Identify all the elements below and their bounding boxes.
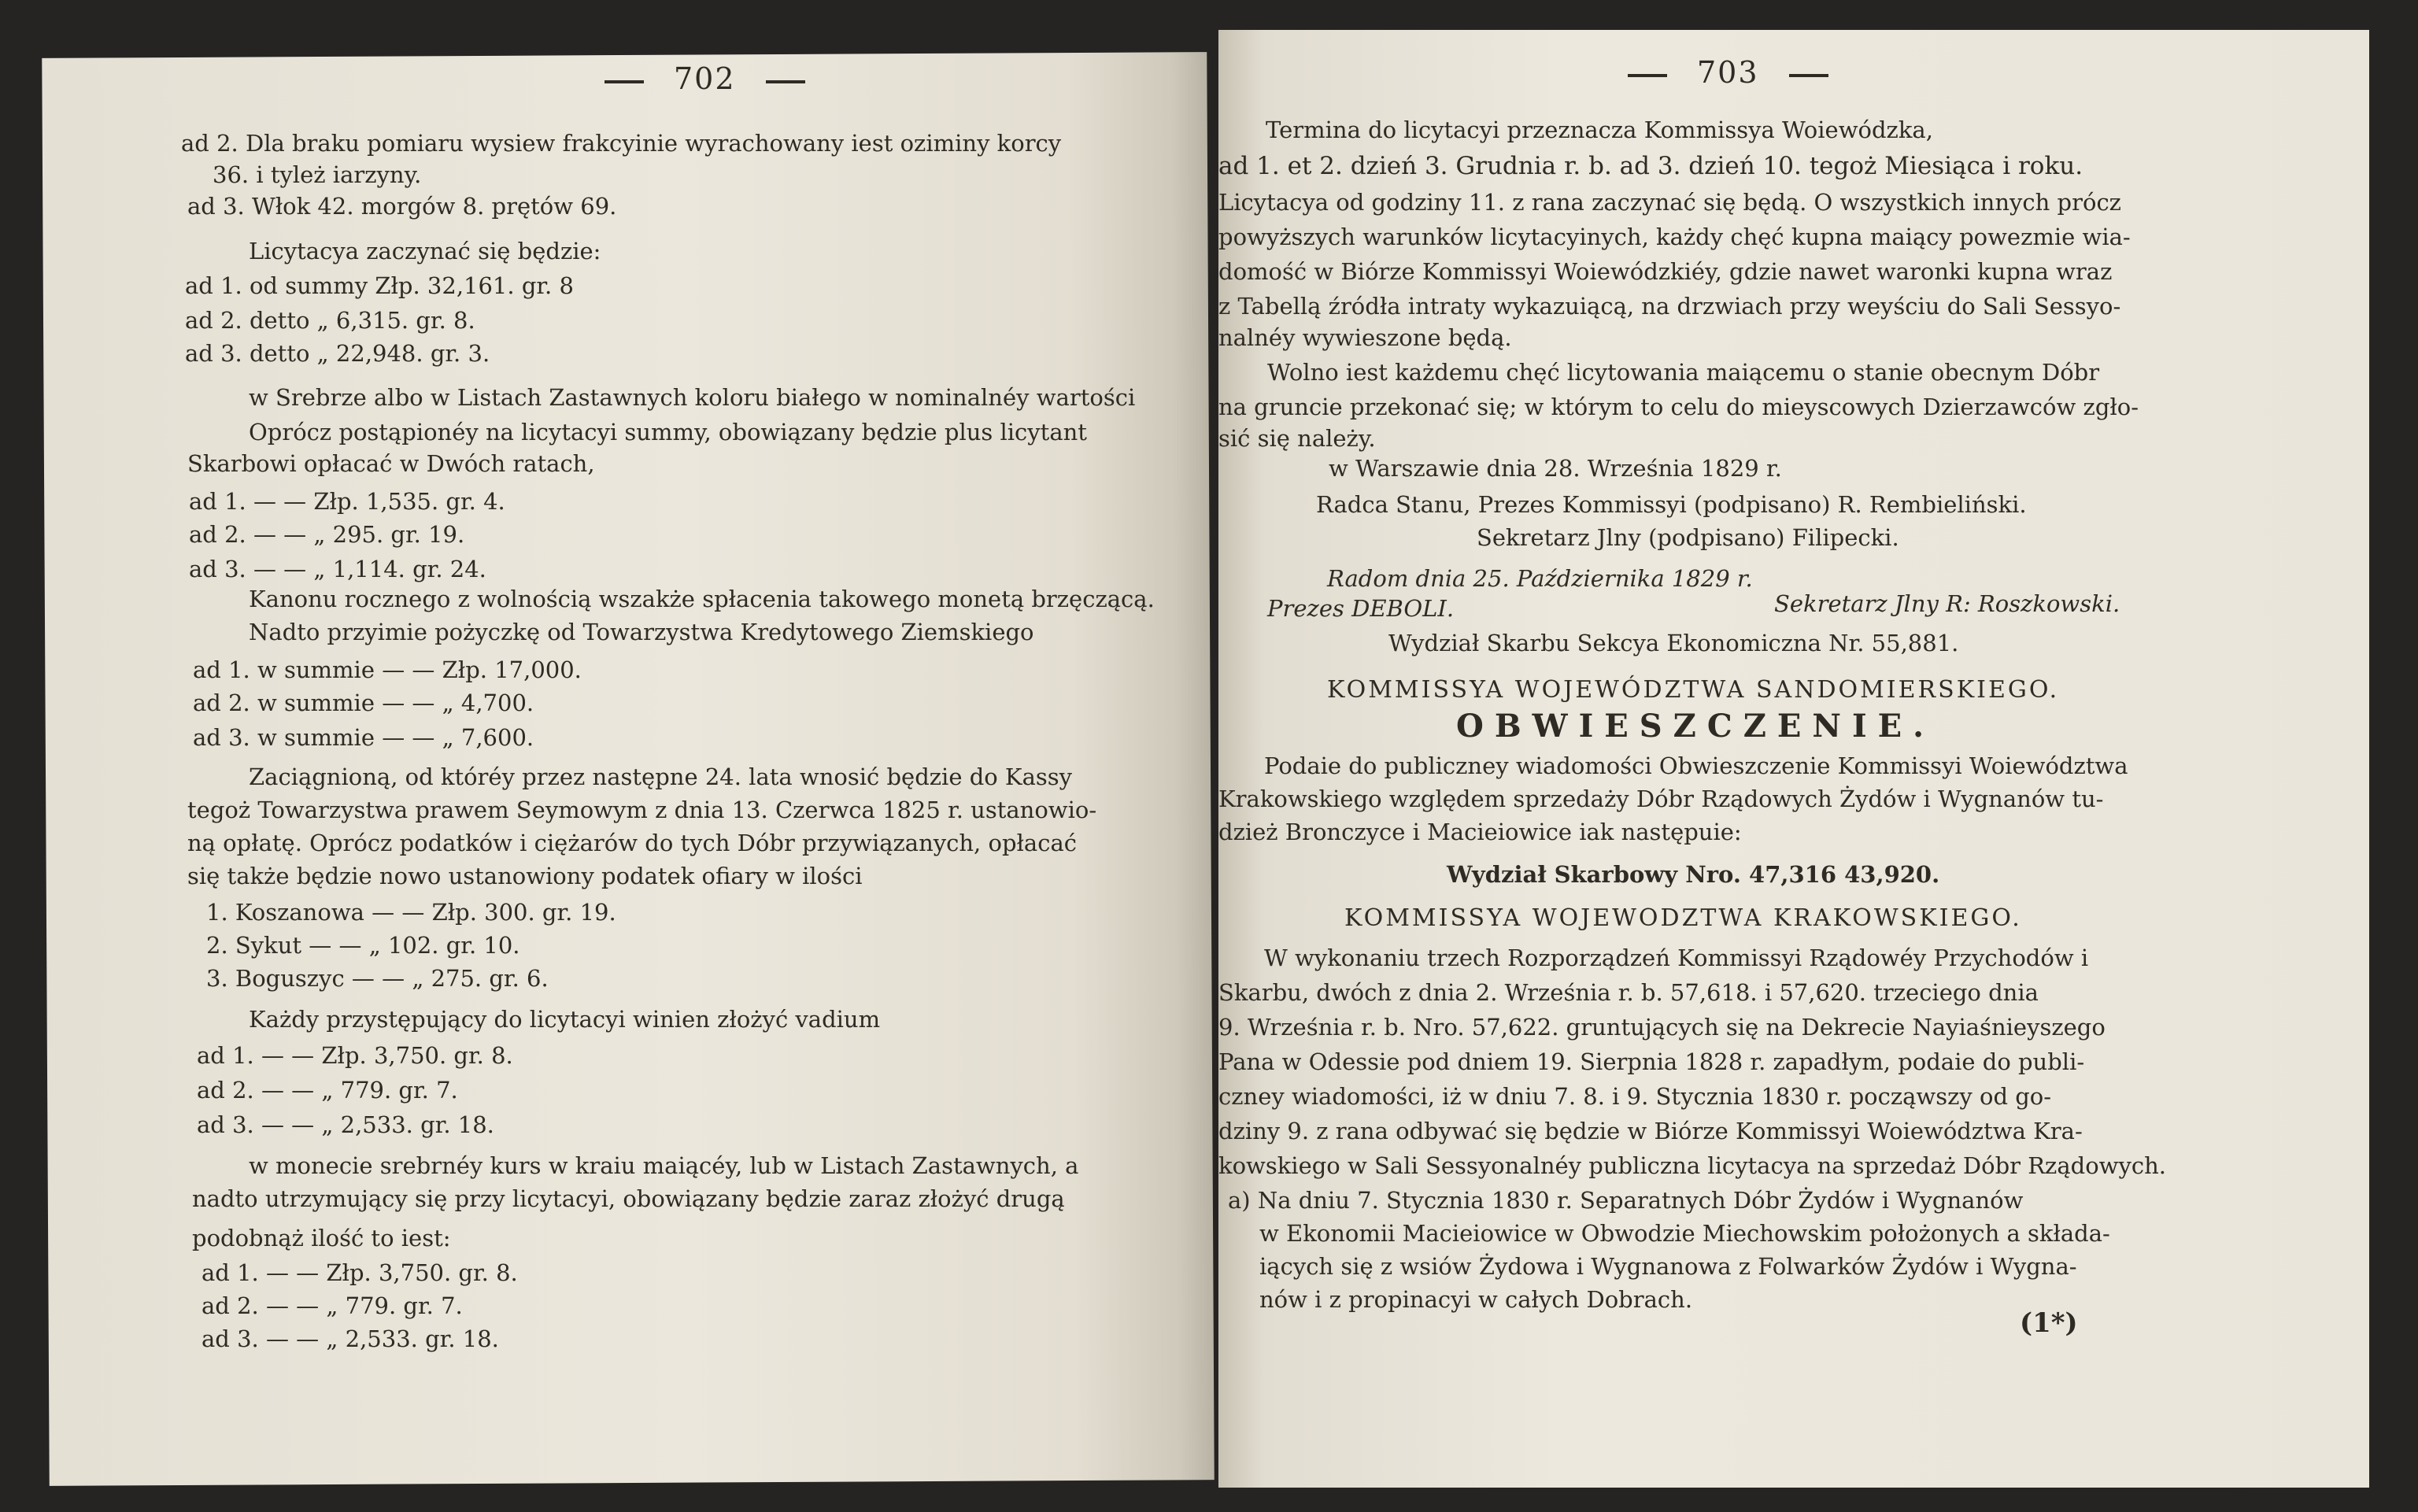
text-line: Kanonu rocznego z wolnością wszakże spłacenia takowego monetą brzęczącą. <box>249 586 1155 612</box>
signature-mark: (1*) <box>2020 1307 2078 1339</box>
text-line: dziny 9. z rana odbywać się będzie w Biórze Kommissyi Woiewództwa Kra- <box>1218 1118 2083 1144</box>
text-line: Radca Stanu, Prezes Kommissyi (podpisano) R. Rembieliński. <box>1316 491 2027 518</box>
text-line: w Srebrze albo w Listach Zastawnych koloru białego w nominalnéy wartości <box>249 384 1136 411</box>
text-line: a) Na dniu 7. Stycznia 1830 r. Separatnych Dóbr Żydów i Wygnanów <box>1228 1187 2024 1214</box>
text-line: 1. Koszanowa — — Złp. 300. gr. 19. <box>206 899 616 926</box>
left-page-number: 702 <box>575 61 835 96</box>
text-line: ad 1. — — Złp. 1,535. gr. 4. <box>189 488 505 515</box>
text-line: Pana w Odessie pod dniem 19. Sierpnia 1828 r. zapadłym, podaie do publi- <box>1218 1048 2085 1075</box>
text-line: Wydział Skarbowy Nro. 47,316 43,920. <box>1447 861 1940 888</box>
text-line: ad 1. — — Złp. 3,750. gr. 8. <box>197 1042 513 1069</box>
text-line: nalnéy wywieszone będą. <box>1218 324 1512 351</box>
section-heading: KOMMISSYA WOJEWODZTWA KRAKOWSKIEGO. <box>1344 904 2022 932</box>
text-line: iących się z wsiów Żydowa i Wygnanowa z Folwarków Żydów i Wygna- <box>1259 1253 2077 1280</box>
text-line: się także będzie nowo ustanowiony podatek ofiary w ilości <box>187 863 863 889</box>
text-line: z Tabellą źródła intraty wykazuiącą, na drzwiach przy weyściu do Sali Sessyo- <box>1218 293 2121 320</box>
text-line: Wolno iest każdemu chęć licytowania maiącemu o stanie obecnym Dóbr <box>1267 359 2100 386</box>
text-line: ad 2. detto „ 6,315. gr. 8. <box>185 307 475 334</box>
text-line: Termina do licytacyi przeznacza Kommissya Woiewódzka, <box>1266 116 1933 143</box>
text-line: ad 2. — — „ 295. gr. 19. <box>189 521 465 548</box>
text-line: ad 2. — — „ 779. gr. 7. <box>197 1077 458 1104</box>
text-line: Radom dnia 25. Października 1829 r. <box>1327 565 1753 592</box>
text-line: ad 3. — — „ 1,114. gr. 24. <box>189 556 486 582</box>
text-line: nadto utrzymujący się przy licytacyi, obowiązany będzie zaraz złożyć drugą <box>192 1185 1065 1212</box>
text-line: W wykonaniu trzech Rozporządzeń Kommissyi Rządowéy Przychodów i <box>1264 945 2089 971</box>
text-line: dzież Bronczyce i Macieiowice iak następuie: <box>1218 819 1742 845</box>
text-line: Licytacya zaczynać się będzie: <box>249 238 601 264</box>
notice-title: OBWIESZCZENIE. <box>1456 708 1936 745</box>
text-line: ad 3. w summie — — „ 7,600. <box>193 724 534 751</box>
text-line: ad 3. detto „ 22,948. gr. 3. <box>185 340 490 367</box>
text-line: w monecie srebrnéy kurs w kraiu maiącéy, lub w Listach Zastawnych, a <box>249 1152 1079 1179</box>
text-line: ad 2. Dla braku pomiaru wysiew frakcyinie wyrachowany iest oziminy korcy <box>181 130 1062 157</box>
text-line: ną opłatę. Oprócz podatków i ciężarów do tych Dóbr przywiązanych, opłacać <box>187 830 1077 856</box>
text-line: 2. Sykut — — „ 102. gr. 10. <box>206 932 520 959</box>
text-line: Krakowskiego względem sprzedaży Dóbr Rządowych Żydów i Wygnanów tu- <box>1218 786 2104 812</box>
text-line: czney wiadomości, iż w dniu 7. 8. i 9. Stycznia 1830 r. począwszy od go- <box>1218 1083 2052 1110</box>
section-heading: KOMMISSYA WOJEWÓDZTWA SANDOMIERSKIEGO. <box>1327 676 2060 704</box>
text-line: ad 3. — — „ 2,533. gr. 18. <box>197 1111 494 1138</box>
text-line: Sekretarz Jlny R: Roszkowski. <box>1774 590 2120 617</box>
text-line: sić się należy. <box>1218 425 1376 452</box>
text-line: na gruncie przekonać się; w którym to celu do mieyscowych Dzierzawców zgło- <box>1218 394 2139 420</box>
text-line: domość w Biórze Kommissyi Woiewódzkiéy, gdzie nawet waronki kupna wraz <box>1218 258 2113 285</box>
text-line: ad 3. — — „ 2,533. gr. 18. <box>202 1325 499 1352</box>
text-line: Podaie do publiczney wiadomości Obwieszczenie Kommissyi Woiewództwa <box>1264 752 2128 779</box>
text-line: ad 1. od summy Złp. 32,161. gr. 8 <box>185 272 574 299</box>
text-line: w Warszawie dnia 28. Września 1829 r. <box>1329 455 1782 482</box>
text-line: Nadto przyimie pożyczkę od Towarzystwa Kredytowego Ziemskiego <box>249 619 1034 645</box>
text-line: ad 1. w summie — — Złp. 17,000. <box>193 656 582 683</box>
text-line: Każdy przystępujący do licytacyi winien złożyć vadium <box>249 1006 881 1033</box>
text-line: ad 1. et 2. dzień 3. Grudnia r. b. ad 3. dzień 10. tegoż Miesiąca i roku. <box>1218 152 2083 180</box>
text-line: Prezes DEBOLI. <box>1267 595 1455 622</box>
text-line: 36. i tyleż iarzyny. <box>213 161 422 188</box>
text-line: Licytacya od godziny 11. z rana zaczynać się będą. O wszystkich innych prócz <box>1218 189 2121 216</box>
text-line: Zaciągnioną, od któréy przez następne 24. lata wnosić będzie do Kassy <box>249 763 1073 790</box>
text-line: w Ekonomii Macieiowice w Obwodzie Miechowskim położonych a składa- <box>1259 1220 2110 1247</box>
text-line: 3. Boguszyc — — „ 275. gr. 6. <box>206 965 549 992</box>
text-line: Sekretarz Jlny (podpisano) Filipecki. <box>1477 524 1899 551</box>
right-page-number: 703 <box>1598 55 1858 90</box>
text-line: tegoż Towarzystwa prawem Seymowym z dnia 13. Czerwca 1825 r. ustanowio- <box>187 797 1097 823</box>
text-line: Skarbu, dwóch z dnia 2. Września r. b. 57,618. i 57,620. trzeciego dnia <box>1218 979 2039 1006</box>
text-line: kowskiego w Sali Sessyonalnéy publiczna licytacya na sprzedaż Dóbr Rządowych. <box>1218 1152 2166 1179</box>
text-line: 9. Września r. b. Nro. 57,622. gruntujących się na Dekrecie Nayiaśnieyszego <box>1218 1014 2106 1041</box>
text-line: Oprócz postąpionéy na licytacyi summy, obowiązany będzie plus licytant <box>249 419 1087 445</box>
text-line: ad 3. Włok 42. morgów 8. prętów 69. <box>187 193 617 220</box>
text-line: ad 2. — — „ 779. gr. 7. <box>202 1292 463 1319</box>
text-line: nów i z propinacyi w całych Dobrach. <box>1259 1286 1693 1313</box>
text-line: Wydział Skarbu Sekcya Ekonomiczna Nr. 55,881. <box>1388 630 1959 656</box>
text-line: podobnąż ilość to iest: <box>192 1225 451 1251</box>
text-line: ad 2. w summie — — „ 4,700. <box>193 689 534 716</box>
text-line: ad 1. — — Złp. 3,750. gr. 8. <box>202 1259 518 1286</box>
text-line: Skarbowi opłacać w Dwóch ratach, <box>187 450 595 477</box>
text-line: powyższych warunków licytacyinych, każdy chęć kupna maiący powezmie wia- <box>1218 224 2131 250</box>
